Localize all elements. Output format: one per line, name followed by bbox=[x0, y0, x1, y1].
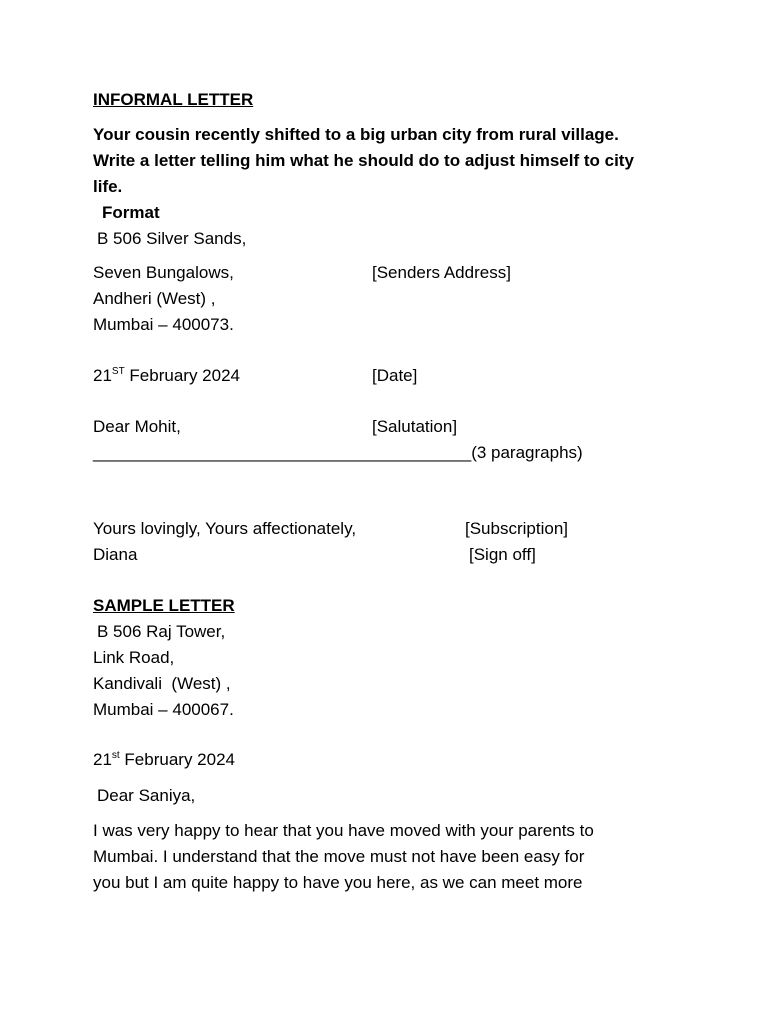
question-line: Write a letter telling him what he should do to adjust himself to city bbox=[93, 151, 634, 170]
address-line: Mumbai – 400073. bbox=[93, 315, 234, 334]
address-line: Andheri (West) , bbox=[93, 289, 216, 308]
sample-salutation: Dear Saniya, bbox=[97, 786, 196, 805]
sample-date: 21st February 2024 bbox=[93, 750, 235, 769]
sample-address-line: B 506 Raj Tower, bbox=[97, 622, 226, 641]
date-note: [Date] bbox=[372, 366, 418, 385]
format-subscription: Yours lovingly, Yours affectionately, bbox=[93, 519, 357, 538]
salutation-note: [Salutation] bbox=[372, 417, 458, 436]
sample-address-line: Kandivali (West) , bbox=[93, 674, 231, 693]
informal-letter-heading: INFORMAL LETTER bbox=[93, 90, 254, 109]
sample-letter-heading: SAMPLE LETTER bbox=[93, 596, 235, 615]
format-label: Format bbox=[102, 203, 160, 222]
sample-address-line: Mumbai – 400067. bbox=[93, 700, 234, 719]
sample-body-line: I was very happy to hear that you have moved with your parents to bbox=[93, 821, 594, 840]
senders-address-note: [Senders Address] bbox=[372, 263, 511, 282]
sample-body-line: Mumbai. I understand that the move must not have been easy for bbox=[93, 847, 585, 866]
subscription-note: [Subscription] bbox=[465, 519, 568, 538]
sample-address-line: Link Road, bbox=[93, 648, 175, 667]
format-sign-off: Diana bbox=[93, 545, 138, 564]
body-placeholder-line: ________________________________________(3 paragraphs) bbox=[93, 443, 583, 462]
question-line: life. bbox=[93, 177, 123, 196]
sign-off-note: [Sign off] bbox=[469, 545, 536, 564]
question-line: Your cousin recently shifted to a big urban city from rural village. bbox=[93, 125, 619, 144]
address-line: B 506 Silver Sands, bbox=[97, 229, 247, 248]
format-salutation: Dear Mohit, bbox=[93, 417, 181, 436]
sample-body-line: you but I am quite happy to have you here, as we can meet more bbox=[93, 873, 583, 892]
address-line: Seven Bungalows, bbox=[93, 263, 234, 282]
format-date: 21ST February 2024 bbox=[93, 366, 240, 385]
